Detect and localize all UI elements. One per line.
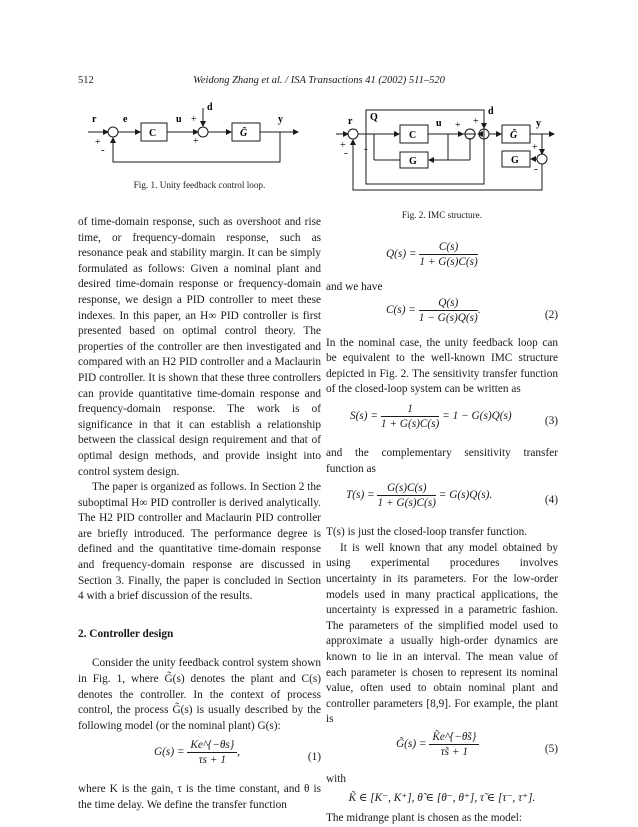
section-title: 2. Controller design [78, 627, 174, 640]
right-paragraph-5: The midrange plant is chosen as the model: [326, 812, 523, 825]
eq4-lhs: T(s) = [346, 489, 375, 502]
eq5-tag: (5) [544, 742, 558, 755]
eq3-lhs: S(s) = [350, 410, 379, 423]
fig2-label-y: y [536, 118, 541, 129]
eq2-lhs: C(s) = [386, 303, 416, 316]
fig1-label-e: e [123, 114, 128, 125]
page-number: 512 [78, 75, 94, 86]
equation-q [326, 240, 558, 280]
eq2-numerator: Q(s) [419, 296, 478, 311]
eq2-tag: (2) [544, 308, 558, 321]
fig1-block-c: C [149, 128, 157, 139]
fig1-minus-1: - [101, 144, 105, 156]
fig2-plus-2: + [455, 120, 461, 131]
eq5-lhs: G̃(s) = [396, 737, 427, 750]
eq3-rhs: = 1 − G(s)Q(s) [442, 410, 512, 423]
fig2-block-c: C [409, 130, 417, 141]
right-column [326, 240, 558, 827]
eq1-lhs: G(s) = [154, 746, 185, 759]
fig2-label-u: u [436, 118, 442, 129]
with-label: with [326, 772, 347, 785]
fig1-plus-1: + [95, 137, 101, 148]
eq5-denominator: τ̃s + 1 [440, 745, 468, 758]
fig2-minus-1: - [344, 147, 348, 159]
fig2-block-g-outer: G [511, 155, 519, 166]
figure-2-caption: Fig. 2. IMC structure. [401, 210, 483, 220]
equation-3 [326, 402, 558, 442]
left-column [78, 215, 321, 814]
figure-1-diagram [88, 100, 318, 172]
eq4-numerator: G(s)C(s) [377, 481, 435, 496]
running-title: Weidong Zhang et al. / ISA Transactions 41 (2002) 511–520 [193, 75, 445, 86]
left-paragraph-4: where K is the gain, τ is the time constant, and θ is the time delay. We define the transfer function [78, 783, 321, 811]
right-paragraph-3: T(s) is just the closed-loop transfer function. [326, 526, 528, 539]
right-paragraph-1: In the nominal case, the unity feedback loop can be equivalent to the well-known IMC structure depicted in Fig. 2. The sensitivity transfer function of the closed-loop system can be written as [326, 336, 558, 396]
eq3-numerator: 1 [381, 402, 439, 417]
eqq-numerator: C(s) [419, 240, 477, 255]
equation-1: G(s) = $\frac{Ke\^{}\{-\theta s\}}{\tau s + 1}$ , (1) [154, 739, 321, 767]
fig2-plus-3: + [473, 116, 479, 127]
fig1-label-d: d [207, 102, 213, 113]
equation-2: C(s) = $\frac{Q(s)}{1 - G(s)Q(s)}$ . (2) [386, 296, 558, 324]
fig1-plus-3: + [193, 136, 199, 147]
fig1-label-r: r [92, 114, 97, 125]
eqq-denominator: 1 + G(s)C(s) [419, 256, 478, 268]
fig2-label-q: Q [370, 112, 378, 123]
left-paragraph-1: of time-domain response, such as overshoot and rise time, or frequency-domain response, such as resonance peak and stability margin. It can be simply formulated as follows: Given a nominal plant and desired time-domain response or frequency-domain response, we design a PID controller to meet these indexes. In this paper, an H∞ PID controller is first presented based on optimal control theory. The properties of the controller are then investigated and compared with an H2 PID controller and a Maclaurin PID controller. It is shown that these three controllers can provide quantitative time-domain response and frequency-domain response. The work is of significance in that it can establish a relationship between the classical design requirement and that of optimal design methods, and provide insight into control system design. [78, 216, 321, 478]
eq4-rhs: = G(s)Q(s). [438, 489, 493, 502]
fig2-label-r: r [348, 116, 353, 127]
figure-2-diagram [336, 104, 556, 196]
eq1-denominator: τs + 1 [198, 754, 226, 767]
figure-1-caption: Fig. 1. Unity feedback control loop. [133, 180, 266, 190]
fig2-plus-4: + [532, 142, 538, 153]
left-paragraph-3: Consider the unity feedback control system shown in Fig. 1, where G̃(s) denotes the plant and C(s) denotes the controller. In the context of process control, the process G̃(s) is usually described by the following model (or the nominal plant) G(s): [78, 657, 321, 732]
fig1-label-u: u [176, 114, 182, 125]
equation-5 [326, 730, 558, 770]
eq5-numerator: K̃e^{−θ̃s} [429, 730, 479, 745]
fig1-label-y: y [278, 114, 283, 125]
eq4-denominator: 1 + G(s)C(s) [377, 497, 436, 510]
fig2-minus-3: - [534, 163, 538, 175]
left-paragraph-2: The paper is organized as follows. In Section 2 the suboptimal H∞ PID controller is derived analytically. The H2 PID controller and Maclaurin PID controller are briefly introduced. The performance degree is defined and the quantitative time-domain response and frequency-domain response are discussed in Section 3. Finally, the paper is concluded in Section 4 with a brief discussion of the results. [78, 481, 321, 603]
fig2-block-g-inner: G [409, 156, 417, 167]
fig2-plus-1: + [340, 140, 346, 151]
right-paragraph-2: and the complementary sensitivity transfer function as [326, 446, 558, 475]
fig2-label-d: d [488, 106, 494, 117]
and-we-have: and we have [326, 281, 383, 293]
eq1-numerator: Ke^{−θs} [187, 738, 237, 753]
parameter-intervals: K̃ ∈ [K⁻, K⁺], θ̃ ∈ [θ⁻, θ⁺], τ̃ ∈ [τ⁻, τ⁺]. [348, 792, 536, 805]
eq4-tag: (4) [544, 494, 558, 507]
equation-4 [326, 481, 558, 521]
eq1-tag: (1) [307, 751, 321, 764]
eq3-denominator: 1 + G(s)C(s) [380, 417, 440, 430]
fig2-minus-2: - [364, 143, 368, 155]
right-paragraph-4: It is well known that any model obtained by using experimental procedures involves uncertainty in its parameters. For the low-order models used in many practical applications, the uncertainty is expressed in a parametric fashion. The parameters of the simplified model used to approximate a usually high-order dynamics are known to lie in an interval. The mean value of each parameter is chosen to represent its nominal value, often used to obtain nominal plant and controller parameters [8,9]. For example, the plant is [326, 541, 558, 726]
fig2-block-g-tilde: G̃ [510, 130, 518, 141]
fig1-block-g: G̃ [240, 128, 248, 139]
eqq-lhs: Q(s) = [386, 248, 417, 261]
fig1-plus-2: + [191, 114, 197, 125]
eq2-denominator: 1 − G(s)Q(s) [418, 311, 478, 324]
eq3-tag: (3) [544, 414, 558, 427]
